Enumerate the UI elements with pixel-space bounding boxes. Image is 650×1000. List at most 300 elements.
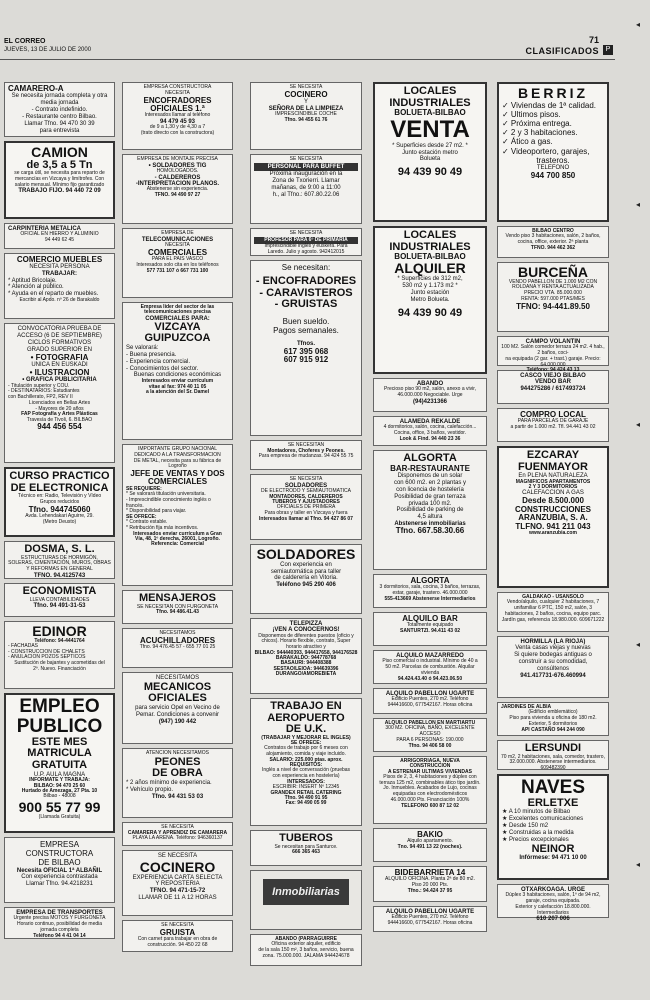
ad-line: * Contrato estable. xyxy=(126,519,168,526)
ad-title: EMPLEO xyxy=(19,696,100,717)
ad-line: BILBAO: 94 470 25 60 xyxy=(33,782,86,789)
ad-phone: Tfno.: 94.424 37 95 xyxy=(407,887,453,894)
classified-ad xyxy=(4,693,115,833)
ad-line: VENDO PABELLON DE 1.000 M2 CON xyxy=(508,278,598,285)
ad-line: 4,5 altura xyxy=(417,514,443,521)
classified-ad xyxy=(497,884,609,923)
ad-subtitle: telecomunicaciones precisa xyxy=(144,309,211,316)
ad-line: DE ELECTRODO Y SEMIAUTOMATICA xyxy=(261,488,351,495)
ad-line: para servicio Opel en Vecino de xyxy=(135,704,220,711)
ad-line: www.aranzubia.com xyxy=(529,529,577,536)
ad-line: Precioso piso 90 m2, salón, anexo a vivir, xyxy=(384,386,476,393)
inmobiliarias-section-banner xyxy=(250,870,362,930)
ad-line: Disponemos de diferentes puestos (oficio y chicos). Horario flexible, contrato, Super horario atractivo y xyxy=(258,632,354,651)
ad-title: CARPINTERIA METALICA xyxy=(8,226,81,232)
ad-line: * Se valorará titulación universitaria. xyxy=(126,491,206,498)
classified-ad xyxy=(122,628,233,668)
ad-line: semiautomática para taller xyxy=(270,568,342,575)
ad-subtitle: MECANICOS xyxy=(143,680,212,693)
column-5 xyxy=(497,82,609,922)
ad-line: a partir de 1.000 m2. Tfl. 94.441 43 02 xyxy=(510,424,596,431)
ad-line: Para obras y taller en Vizcaya y fuera xyxy=(264,510,348,517)
ad-title: ALAMEDA REKALDE xyxy=(399,419,461,425)
ad-line: VENDO BAR xyxy=(534,379,571,386)
ad-line: ALQUILO OFICINA. Planta 2ª de 80 m2. xyxy=(385,876,475,883)
ad-line: Interesados enviar currículum xyxy=(141,378,214,385)
ad-title: BIDEBARRIETA 14 xyxy=(394,868,466,877)
ad-phone: Tno. 94 491 13 22 (noches). xyxy=(397,844,463,851)
ad-line: IMPRESCINDIBLE COCHE xyxy=(275,111,337,118)
ad-line: estar, garaje, trastero. 46.000.000 xyxy=(392,590,468,597)
ad-line: Se necesita jornada completa y otra xyxy=(11,93,108,100)
ad-line: ✓ Videoportero, garajes, xyxy=(502,146,590,156)
ad-line: 530 m2 y 1.173 m2 * xyxy=(402,283,458,290)
ad-line: HOMOLOGADOS. xyxy=(156,168,199,175)
ad-subtitle: CONSTRUCCION xyxy=(409,763,451,770)
ad-line: Logroño xyxy=(168,463,187,470)
ad-line: ✓ Ultimos pisos. xyxy=(502,109,561,119)
ad-title: Se necesitan: xyxy=(281,263,331,272)
ad-title: ALQUILO MAZARREDO xyxy=(396,653,464,659)
classified-ad xyxy=(122,154,233,224)
ad-line: - DESTINATARIOS: Estudiantes xyxy=(8,388,80,395)
ad-line: Look & Find. 94 440 23 36 xyxy=(399,435,461,442)
classified-ad xyxy=(122,920,233,952)
classified-ad xyxy=(497,262,609,332)
ad-line: Vendo piso 3 habitaciones, salón, 2 baños, xyxy=(505,233,601,240)
classified-ad xyxy=(122,822,233,846)
ad-subtitle: JEFE DE VENTAS Y DOS xyxy=(130,469,225,478)
ad-line: Travesía de Tivoli, 6. BILBAO xyxy=(26,416,93,423)
ad-line: trasteros. xyxy=(536,155,570,165)
ad-line: con licencia de hostelería xyxy=(396,486,464,493)
ad-line: salario mensual. Mínimo fijo garantizado xyxy=(14,181,105,188)
ad-line: PARA 6 PERSONAS: 190.000 xyxy=(396,736,464,743)
ad-line: Buen sueldo. xyxy=(282,316,330,326)
ad-line: alojamiento, comida y viaje incluido. xyxy=(266,750,346,757)
ad-line: Junto estación metro xyxy=(402,149,458,156)
ad-line: Se necesitan para Santurce. xyxy=(274,843,338,850)
classified-ad xyxy=(122,82,233,150)
ad-line: LLEVA CONTABILIDADES xyxy=(29,596,90,603)
ad-phone: Llamar Tfno. 94.4218231 xyxy=(26,880,93,887)
ad-line: 944416600, 677542167. Horas oficina xyxy=(387,702,473,709)
ad-line: SE OFRECE: xyxy=(126,514,157,521)
classified-ad xyxy=(497,636,609,698)
classified-ad xyxy=(122,672,233,744)
classified-ad xyxy=(4,621,115,689)
ad-line: Horario continuo, posibilidad de media jornada completa xyxy=(16,921,103,933)
ad-line: CALEFACCION A GAS xyxy=(522,490,584,497)
ad-line: U.P. AULA MAGNA xyxy=(33,771,86,778)
classified-ad xyxy=(250,154,362,224)
ad-subtitle: ENCOFRADORES xyxy=(143,95,212,105)
edge-arrow-icon: ◂ xyxy=(636,420,641,429)
ad-line: Escribir al Apdo. nº 26 de Barakaldo xyxy=(19,297,100,304)
ad-title: TELEPIZZA xyxy=(289,621,323,627)
ad-title: DOSMA, S. L. xyxy=(24,543,95,555)
ad-line: 100 M2. Salón comedor terraza 24 m2. 4 hab., 2 baños, coci- xyxy=(501,344,605,357)
ad-line: - CONSTRUCCION DE CHALETS xyxy=(8,648,85,655)
ad-subtitle: COMERCIALES xyxy=(147,247,208,257)
ad-line: 300 M2. OFICINA, BAÑO, EXCELENTE ACCESO xyxy=(385,725,475,737)
ad-phone: 617 395 068 xyxy=(283,346,329,356)
ad-line: 46.000.000 Pts. Financiación 100% xyxy=(390,796,470,803)
ad-line: DEDICADO A LA TRANSFORMACION xyxy=(134,451,221,458)
ad-line: DE METAL, necesita para su fábrica de xyxy=(133,457,222,464)
ad-line: Si quiere bodegas antiguas o xyxy=(514,652,592,659)
ad-line: TUBEROS Y AJUSTADORES xyxy=(272,499,340,506)
ad-subtitle: GUIPUZCOA xyxy=(144,332,211,345)
ad-phone: TLFNO. 941 211 043 xyxy=(515,521,591,531)
ad-line: TELEFONO 600 87 12 02 xyxy=(401,802,459,809)
ad-title: ABANDO (PARRAGUIRRE xyxy=(275,936,337,942)
ad-line: Contratos de trabajo por 6 meses con xyxy=(264,745,348,752)
ad-line: ✓ Próxima entrega. xyxy=(502,119,572,129)
ad-line: Pemar. Condiciones a convenir xyxy=(135,711,220,718)
ad-line: Llamar Tfno. 94 470 30 39 xyxy=(24,120,95,127)
ad-line: Interesados enviar currículum a Gran xyxy=(133,530,222,537)
ad-line: PRECIO VTA. 85.000.000 xyxy=(524,290,582,297)
ad-title: HORMILLA (LA RIOJA) xyxy=(520,639,586,645)
page-header xyxy=(0,35,615,60)
ad-title: SE NECESITA xyxy=(289,230,323,236)
ad-line: Buenas condiciones económicas xyxy=(133,372,222,379)
ad-title: CASCO VIEJO BILBAO xyxy=(520,373,586,379)
ad-line: - CALDEREROS xyxy=(154,174,201,181)
ad-line: 32.000.000. Abstenerse intermediarios. 609482390 xyxy=(509,759,597,772)
ad-phone: Teléfono 94 4 41 04 14 xyxy=(33,932,86,939)
ad-line: Bilbao - 48008 xyxy=(43,793,76,800)
ad-line: Piso para vivienda u oficina de 180 m2. xyxy=(509,715,597,721)
ad-line: OFICIALES DE PRIMERA xyxy=(276,504,336,511)
ad-phone: 94 479 45 93 xyxy=(159,119,196,126)
ad-subtitle: BOLUETA-BILBAO xyxy=(394,108,466,118)
ad-line: Con experiencia en xyxy=(280,561,332,568)
ad-line: En PLENA NATURALEZA xyxy=(518,473,588,480)
ad-line: (Edificio emblemático) xyxy=(528,709,578,716)
ad-phone: Tfno. 94 455 61 76 xyxy=(284,117,328,124)
ad-phone: Tfno. 94 491-31-53 xyxy=(33,603,86,610)
ad-line: construir a su comodidad, xyxy=(518,659,588,666)
ad-phone: Teléfono 945 290 406 xyxy=(276,582,336,589)
ad-line: DURANGO/AMOREBIETA xyxy=(275,670,337,677)
ad-line: Totalmente equipado xyxy=(406,622,454,629)
ad-line: media jornada xyxy=(40,100,79,107)
ad-line: Y REPOSTERIA xyxy=(155,881,200,888)
classified-ad xyxy=(497,408,609,442)
classified-ad xyxy=(122,590,233,624)
ad-title: ALGORTA xyxy=(403,452,457,464)
ad-subtitle: INDUSTRIALES xyxy=(389,240,471,253)
ad-subtitle: TELECOMUNICACIONES xyxy=(141,236,214,243)
ad-title: CAMION xyxy=(31,144,88,160)
ad-line: Pisos de 2, 3, 4 habitaciones y dúplex con xyxy=(383,773,477,780)
ad-line: - Restaurante centro Bilbao. xyxy=(22,114,97,121)
ad-line: 944416600, 677542167. Horas oficina xyxy=(387,920,473,927)
ad-phone: TFNO. 94.4125743 xyxy=(33,572,86,579)
ad-line: - Imprescindible conocimiento inglés o xyxy=(126,496,211,503)
classified-ad xyxy=(122,850,233,916)
ad-line: Junto estación xyxy=(410,289,450,296)
classified-ad xyxy=(373,718,487,752)
ad-line: SE REQUIERE: xyxy=(126,485,162,492)
ad-line: 4 dormitorios, salón, cocina, calefacción... xyxy=(383,424,477,431)
ad-line: * 2 años mínimo de experiencia. xyxy=(126,779,212,786)
ad-line: Vendo/alquilo, cualquier 2 habitaciones, 7 unifamiliar 6 PTC, 150 m2, salón, 3 habitaciones, 2 baños, cocina, equipo parc. xyxy=(504,599,602,617)
ad-phone: TFNO: 94-441.89.50 xyxy=(516,301,590,311)
ad-title: TRABAJO EN xyxy=(270,700,342,712)
ad-title: EMPRESA CONSTRUCTORA xyxy=(143,84,212,90)
ad-title: EMPRESA CONSTRUCTORA xyxy=(25,840,94,859)
edge-arrow-icon: ◂ xyxy=(636,20,641,29)
ad-line: TFNO. 944 462 362 xyxy=(530,244,576,251)
ad-line: - FACHADAS xyxy=(8,642,39,649)
ad-line: vitae al fax: 974 40 11 05 xyxy=(148,383,207,390)
ad-line: - Titulación superior y COU. xyxy=(8,382,70,389)
ad-line: GRADO SUPERIOR EN xyxy=(26,346,92,353)
ad-subtitle: COMERCIALES xyxy=(147,477,208,487)
ad-line: Avda. Lehendakari Aguirre, 29. xyxy=(25,512,94,519)
issue-date: JUEVES, 13 DE JULIO DE 2000 xyxy=(4,47,92,53)
edge-arrow-icon: ◂ xyxy=(636,860,641,869)
ad-line: - ANULACION POZOS SEPTICOS xyxy=(8,654,86,661)
ad-phone: 944 456 554 xyxy=(37,422,82,432)
ad-line: Hurtado de Amezaga, 27 Pta. 10 xyxy=(21,787,98,794)
ad-title: EMPRESA DE xyxy=(161,230,194,236)
classified-ad xyxy=(122,748,233,818)
ad-title: EDINOR xyxy=(32,623,87,639)
ad-line: Posibilidad de parking de xyxy=(396,507,464,514)
ad-title: COMPRO LOCAL xyxy=(520,410,586,419)
ad-line: ARANZUBIA, S. A. xyxy=(518,513,588,523)
ad-line: Piso 20 000 Pts. xyxy=(411,882,449,889)
ad-line: BASAURI: 944408388 xyxy=(280,660,332,667)
ad-line: PLAYA LA ARENA. Teléfono: 946360137 xyxy=(132,835,223,841)
ad-line: 46.000.000 Negociable. Urge xyxy=(397,392,463,399)
edge-arrow-icon: ◂ xyxy=(636,200,641,209)
ad-line: Grupos reducidos xyxy=(39,498,80,505)
ad-line: CAMARERA Y APRENDIZ DE CAMARERA xyxy=(127,829,228,836)
ad-line: Alquilo apartamento. xyxy=(407,838,453,845)
ad-line: ✓ 2 y 3 habitaciones. xyxy=(502,128,578,138)
ad-line: Posibilidad de gran terraza xyxy=(394,493,466,500)
ad-line: Pagos semanales. xyxy=(273,326,339,336)
ad-line: - Mayores de 20 años xyxy=(35,405,84,412)
ad-title: NECESITAMOS xyxy=(159,630,196,636)
ad-line: PARA EL PAIS VASCO xyxy=(151,256,204,263)
ad-line: (Llamada Gratuita) xyxy=(38,813,81,820)
classified-ad xyxy=(250,228,362,256)
ad-subtitle: COMERCIALES PARA: xyxy=(145,315,210,322)
page-number: 71 xyxy=(588,35,599,45)
ad-line: Jo. Inmuebles. Acabados de Lujo, cocinas xyxy=(383,785,477,792)
ad-subtitle: de 3,5 a 5 Tn xyxy=(26,158,93,171)
ad-line: Venta casas viejas y nuevas xyxy=(515,645,591,652)
ad-phone: TFNO. 94 471-15-72 xyxy=(149,888,206,895)
classified-ad xyxy=(497,226,609,258)
ad-line: ✓ Ático a gas. xyxy=(502,137,553,147)
ad-line: * Superficies desde 27 m2. * xyxy=(392,142,468,149)
ad-line: 3 dormitorios, sala, cocina, 3 baños, terrazas, xyxy=(379,584,481,591)
ad-line: BILBAO: 944440393, 944417658, 944176528 xyxy=(254,649,358,656)
ad-line: PARA PARCELAS DE GARAJE xyxy=(517,418,589,425)
ad-line: 94.424.43.40 ó 94.423.06.50 xyxy=(397,675,463,682)
section-title: CLASIFICADOS xyxy=(525,46,599,56)
ad-phone: 94 439 90 49 xyxy=(397,306,463,319)
ad-line: mercancías en Vizcaya y limítrofes. Con xyxy=(14,175,105,182)
ad-line: de 9 a 1,30 y de 4,30 a 7 xyxy=(149,124,206,131)
ad-phone-label: TELEFONO xyxy=(536,165,570,171)
ad-line: Edificio Puentes, 270 m2. Teléfono xyxy=(391,696,469,703)
ad-line: - Conocimientos del sector. xyxy=(126,365,199,372)
ad-line: SEÑORA DE LA LIMPIEZA xyxy=(268,106,344,113)
ad-subtitle: COCINERO xyxy=(139,858,216,875)
ad-line: cocina, office, exterior. 2ª planta xyxy=(517,239,589,245)
ad-phone: 666 365 463 xyxy=(292,849,320,856)
ad-phone: 610 207 006 xyxy=(536,916,570,923)
ad-line: GRANDEX RETAIL CATERING xyxy=(270,789,342,796)
classified-ad xyxy=(497,82,609,222)
ad-line: Con carnet para trabajar en obra de xyxy=(137,936,218,943)
ad-line: ESTRUCTURAS DE HORMIGÓN, SOLERAS, CIMENTACIÓN, MUROS, OBRAS Y REFORMAS EN GENERAL xyxy=(8,554,111,573)
ad-title: SE NECESITAN xyxy=(287,442,325,448)
classified-ad xyxy=(4,253,115,319)
ad-line: construcción. 94 450 22 68 xyxy=(147,941,208,948)
ad-title: CAMPO VOLANTIN xyxy=(525,339,581,345)
ad-line: Se valorará: xyxy=(126,344,159,351)
ad-line: - GRUISTAS xyxy=(274,298,338,311)
ad-title: SE NECESITA xyxy=(289,476,323,482)
ad-subtitle: PROFESOR PARA 6º DE PRIMARIA xyxy=(254,237,358,244)
ad-line: -INTERPRETACION PLANOS. xyxy=(135,181,220,188)
ad-title: SE NECESITA xyxy=(157,853,198,859)
ad-line: Necesita OFICIAL 1ª ALBAÑIL xyxy=(16,867,103,874)
ad-line: - ENCOFRADORES xyxy=(255,275,357,288)
classified-ad xyxy=(497,774,609,880)
ad-line: zona. 75.000.000. JALAMA 944424678 xyxy=(262,952,350,959)
ad-title: ALGORTA xyxy=(410,576,450,585)
ad-phone: Tfno. 94 486.41.43 xyxy=(156,609,199,616)
ad-title: CAMARERO-A xyxy=(8,84,64,93)
ad-line: Interesados solo cita en los teléfonos xyxy=(136,261,219,268)
ad-title: NECESITAMOS xyxy=(155,675,200,681)
ad-line: se carga útil, se necesita para reparto de xyxy=(14,170,105,177)
column-2 xyxy=(122,82,233,956)
ad-line: (trato directo con la constructora) xyxy=(140,130,215,137)
classified-ad xyxy=(250,698,362,826)
ad-title: ALQUILO PABELLON UGARTE xyxy=(385,691,475,697)
ad-line: terraza 125 m2, combinables ático tipo jardín. xyxy=(379,779,481,786)
classified-ad xyxy=(373,756,487,824)
ad-line: Con experiencia contrastada xyxy=(21,873,98,880)
classified-ad xyxy=(4,141,115,219)
ad-phone: 944 700 850 xyxy=(530,170,576,180)
ad-line: ★ A 10 minutos de Bilbao xyxy=(502,809,571,816)
ad-line: Exterior y calefacción 18.800.000. Intermediarios xyxy=(515,903,591,916)
ad-line: • SOLDADORES TIG xyxy=(148,162,207,169)
ad-line: Inglés a nivel de conversación (pruebas xyxy=(261,767,351,774)
ad-title: ATENCION NECESITAMOS xyxy=(146,750,209,756)
ad-line: 94 449 62 45 xyxy=(44,237,75,244)
ad-line: con experiencia en hostelería) xyxy=(272,772,340,779)
classified-ad xyxy=(373,378,487,412)
ad-line: mañanas, de 9:00 a 11:00 xyxy=(271,184,341,191)
ad-line: CONSTRUCCIONES xyxy=(514,504,591,514)
ad-line: con 600 m2. en 2 plantas y xyxy=(393,479,467,486)
ad-line: INFORMATE Y TRABAJA: xyxy=(29,777,90,784)
classified-ad xyxy=(373,866,487,902)
classified-ad xyxy=(373,906,487,932)
ad-line: Cocina, office, 3 baños, vestidor. xyxy=(393,430,467,437)
ad-title: JARDINES DE ALBIA xyxy=(501,704,552,710)
ad-line: * Atención al público. xyxy=(8,284,64,291)
ad-line: de calderería en Vitoria. xyxy=(274,575,338,582)
classified-ad xyxy=(4,467,115,537)
ad-line: Zona de Txorierri. Llamar xyxy=(272,177,340,184)
ad-line: privada 100 m2. xyxy=(408,500,452,507)
classified-ad xyxy=(497,702,609,736)
ad-line: Teléfono: 94 424 43 13 xyxy=(526,367,580,374)
ad-line: ★ Precios excepcionales xyxy=(502,837,569,844)
classified-ad xyxy=(250,474,362,540)
ad-line: Licenciados en Bellas Artes xyxy=(28,399,91,406)
classified-ad xyxy=(497,446,609,588)
ad-subtitle: BAR-RESTAURANTE xyxy=(390,463,470,473)
classified-ad xyxy=(373,82,487,222)
ad-line: Tfnos. xyxy=(297,341,315,348)
ad-line: SE NECESITAN CON FURGONETA xyxy=(136,603,219,610)
ad-line: (TRABAJAR Y MEJORAR EL INGLES) xyxy=(261,734,351,741)
ad-line: Vía, 48, 1º derecha, 26001, Logroño. xyxy=(135,536,220,543)
ad-title: CONVOCATORIA PRUEBA DE xyxy=(17,326,102,332)
ad-title: Empresa líder del sector de las xyxy=(140,304,215,310)
section-letter-badge: P xyxy=(603,45,613,55)
publication-name: EL CORREO xyxy=(4,38,46,45)
classified-ad xyxy=(4,837,115,903)
ad-line: Y xyxy=(303,99,308,106)
classified-ad xyxy=(373,828,487,862)
ad-line: Exterior, 5 dormitorios xyxy=(528,720,578,727)
classified-ad xyxy=(497,336,609,374)
ad-phone: Tfno. 667.58.30.66 xyxy=(395,526,465,536)
ad-line: para entrevista xyxy=(39,127,80,134)
classified-ad xyxy=(122,228,233,298)
ad-phone: (947) 190 442 xyxy=(158,718,197,725)
ad-title: ECONOMISTA xyxy=(22,585,97,597)
ad-subtitle: SOLDADORES xyxy=(284,482,328,489)
ad-line: • FOTOGRAFIA xyxy=(30,352,89,362)
ad-title: SE NECESITA xyxy=(289,156,323,162)
ad-title: OTXARKOAGA. URGE xyxy=(520,887,585,893)
ad-line: OFICIAL EN HIERRO Y ALUMINIO xyxy=(20,231,99,238)
classified-ad xyxy=(250,618,362,694)
ad-line: Bolueta xyxy=(419,156,441,163)
ad-line: MONTADORES, CALDEREROS xyxy=(269,493,343,500)
ad-subtitle: OFICIALES 1.ª xyxy=(150,103,205,113)
ad-line: consúltenos xyxy=(536,665,570,672)
classified-ad xyxy=(497,740,609,770)
ad-phone: 941.417731-676.460994 xyxy=(520,672,586,679)
ad-subtitle: ALQUILER xyxy=(394,260,466,277)
ad-line: ROLDANA Y RENTA ACTUALIZADA xyxy=(512,284,594,291)
ad-line: MAGNIFICOS APARTAMENTOS xyxy=(515,478,591,485)
classified-ad xyxy=(373,226,487,374)
ad-line: BARAKALDO: 944778768 xyxy=(275,655,337,662)
ad-phone: 94 439 90 49 xyxy=(397,166,463,179)
ad-line: 2º. Nuevo. Financiación xyxy=(33,665,86,672)
classified-ad xyxy=(373,416,487,446)
